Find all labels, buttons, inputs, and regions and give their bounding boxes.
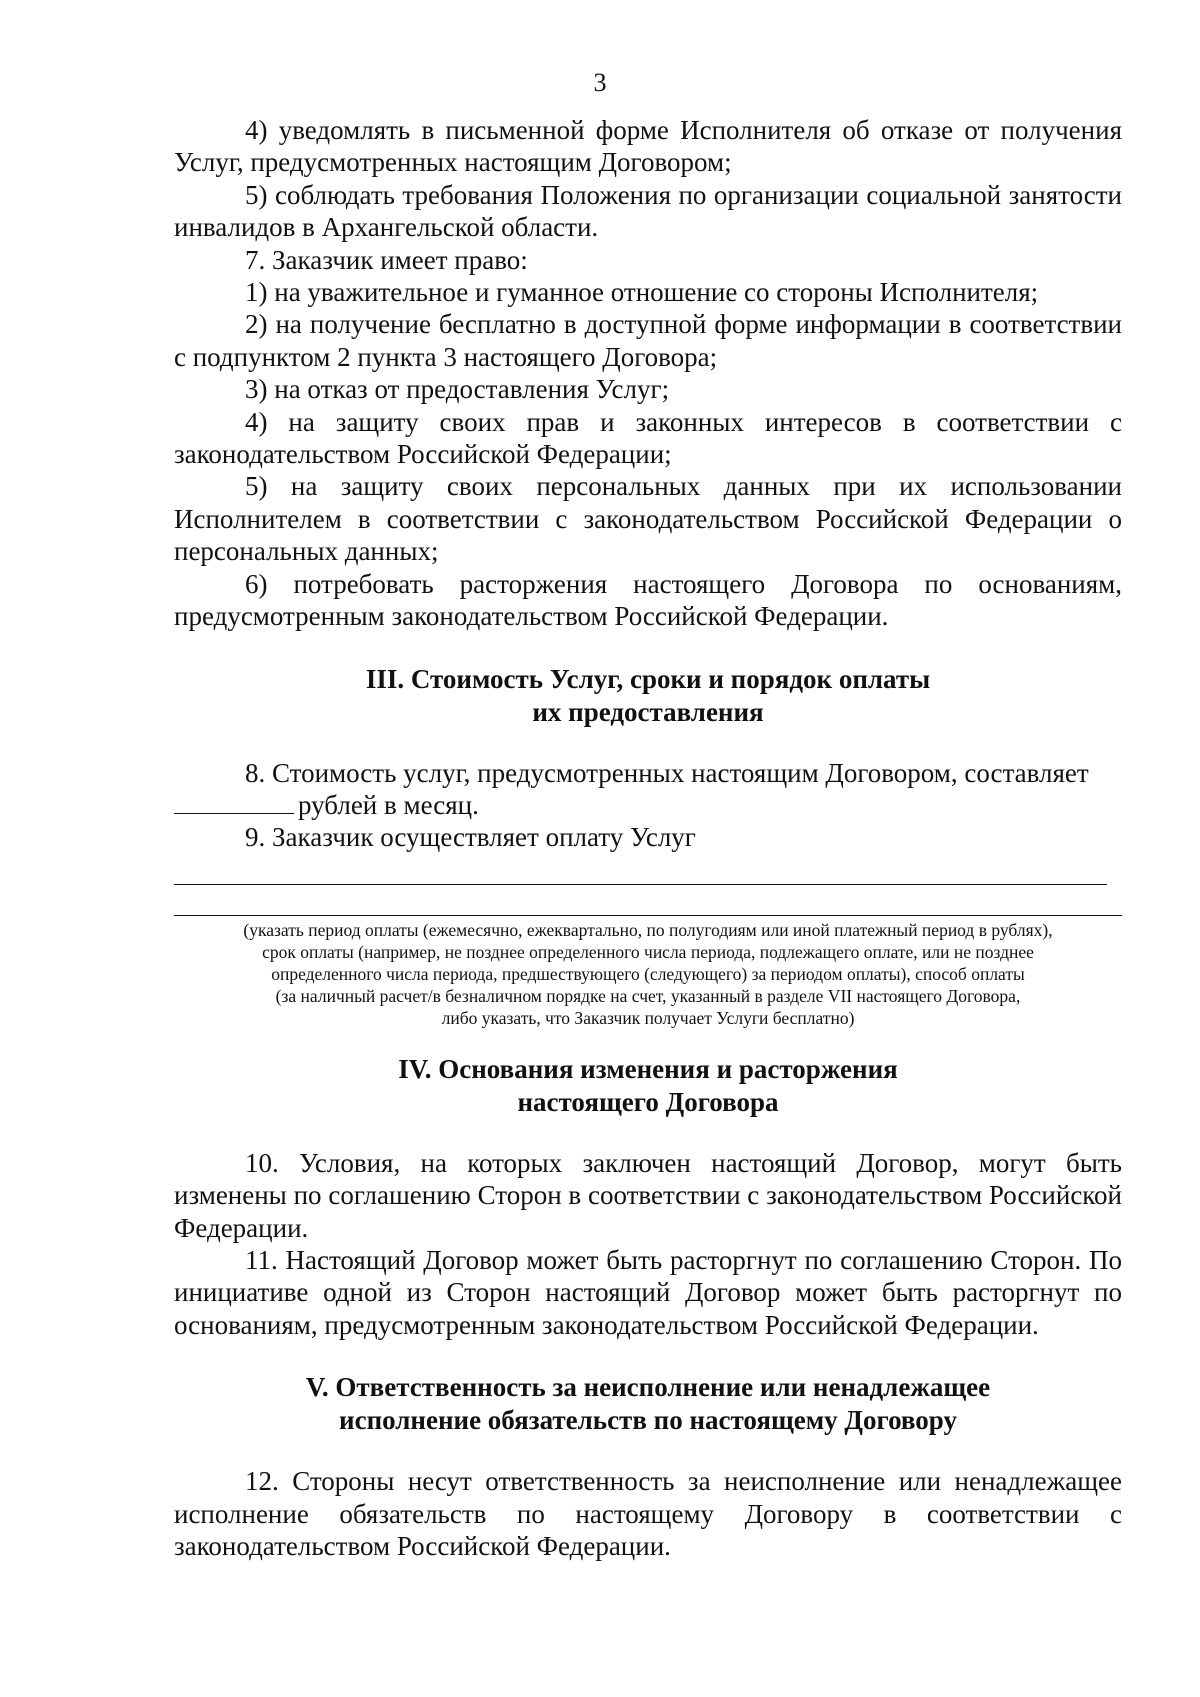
paragraph-8-continuation (174, 789, 1122, 821)
paragraph-10: 10. Условия, на которых заключен настоящий Договор, могут быть изменены по соглашению Сторон в соответствии с законодательством Российской Федерации. (174, 1147, 1122, 1243)
paragraph-11: 11. Настоящий Договор может быть расторгнут по соглашению Сторон. По инициативе одной из Сторон настоящий Договор может быть расторгнут по основаниям, предусмотренным законодательством Российской Федерации. (174, 1244, 1122, 1340)
hint-line: (за наличный расчет/в безналичном порядке на счет, указанный в разделе VII настоящего Договора, (275, 985, 1021, 1006)
paragraph: 5) на защиту своих персональных данных при их использовании Исполнителем в соответствии с законодательством Российской Федерации о персональных данных; (174, 471, 1122, 567)
hint-line: определенного числа периода, предшествующего (следующего) за периодом оплаты), способ оплаты (271, 963, 1025, 984)
hint-line: (указать период оплаты (ежемесячно, ежеквартально, по полугодиям или иной платежный период в рублях), (243, 919, 1053, 940)
section-4-heading (174, 1053, 1122, 1119)
paragraph: 1) на уважительное и гуманное отношение со стороны Исполнителя; (245, 277, 1039, 308)
section-5-heading (174, 1371, 1122, 1437)
paragraph-9: 9. Заказчик осуществляет оплату Услуг (245, 822, 696, 853)
hint-line: срок оплаты (например, не позднее определенного числа периода, подлежащего оплате, или не позднее (262, 941, 1034, 962)
paragraph: 2) на получение бесплатно в доступной форме информации в соответствии с подпунктом 2 пункта 3 настоящего Договора; (174, 309, 1122, 372)
paragraph: 3) на отказ от предоставления Услуг; (245, 374, 670, 405)
payment-hint (174, 919, 1122, 1029)
paragraph-8-end: рублей в месяц. (298, 789, 479, 820)
page-content (174, 114, 1122, 1562)
paragraph: 7. Заказчик имеет право: (245, 244, 528, 275)
payment-fill-line (174, 854, 1107, 885)
paragraph: 4) уведомлять в письменной форме Исполнителя об отказе от получения Услуг, предусмотренных настоящим Договором; (174, 115, 1122, 178)
section-3-title-line-2: их предоставления (532, 696, 764, 727)
hint-line: либо указать, что Заказчик получает Услуги бесплатно) (441, 1007, 855, 1028)
paragraph-12: 12. Стороны несут ответственность за неисполнение или ненадлежащее исполнение обязательств по настоящему Договору в соответствии с законодательством Российской Федерации. (174, 1466, 1122, 1561)
section-5-title-line-2: исполнение обязательств по настоящему Договору (339, 1405, 957, 1436)
section-3-title-line-1: III. Стоимость Услуг, сроки и порядок оплаты (365, 663, 931, 694)
section-3-heading (174, 663, 1122, 729)
hint-rule (174, 915, 1122, 916)
paragraph: 5) соблюдать требования Положения по организации социальной занятости инвалидов в Архангельской области. (174, 179, 1122, 243)
paragraph-8: 8. Стоимость услуг, предусмотренных настоящим Договором, составляет (245, 757, 1089, 788)
section-4-title-line-1: IV. Основания изменения и расторжения (398, 1053, 898, 1084)
section-5-title-line-1: V. Ответственность за неисполнение или ненадлежащее (305, 1372, 991, 1403)
price-blank-line (174, 789, 294, 814)
paragraph: 4) на защиту своих прав и законных интересов в соответствии с законодательством Российской Федерации; (174, 406, 1122, 470)
paragraph: 6) потребовать расторжения настоящего Договора по основаниям, предусмотренным законодательством Российской Федерации. (174, 568, 1122, 632)
section-4-title-line-2: настоящего Договора (517, 1086, 779, 1117)
page-number: 3 (593, 68, 607, 97)
